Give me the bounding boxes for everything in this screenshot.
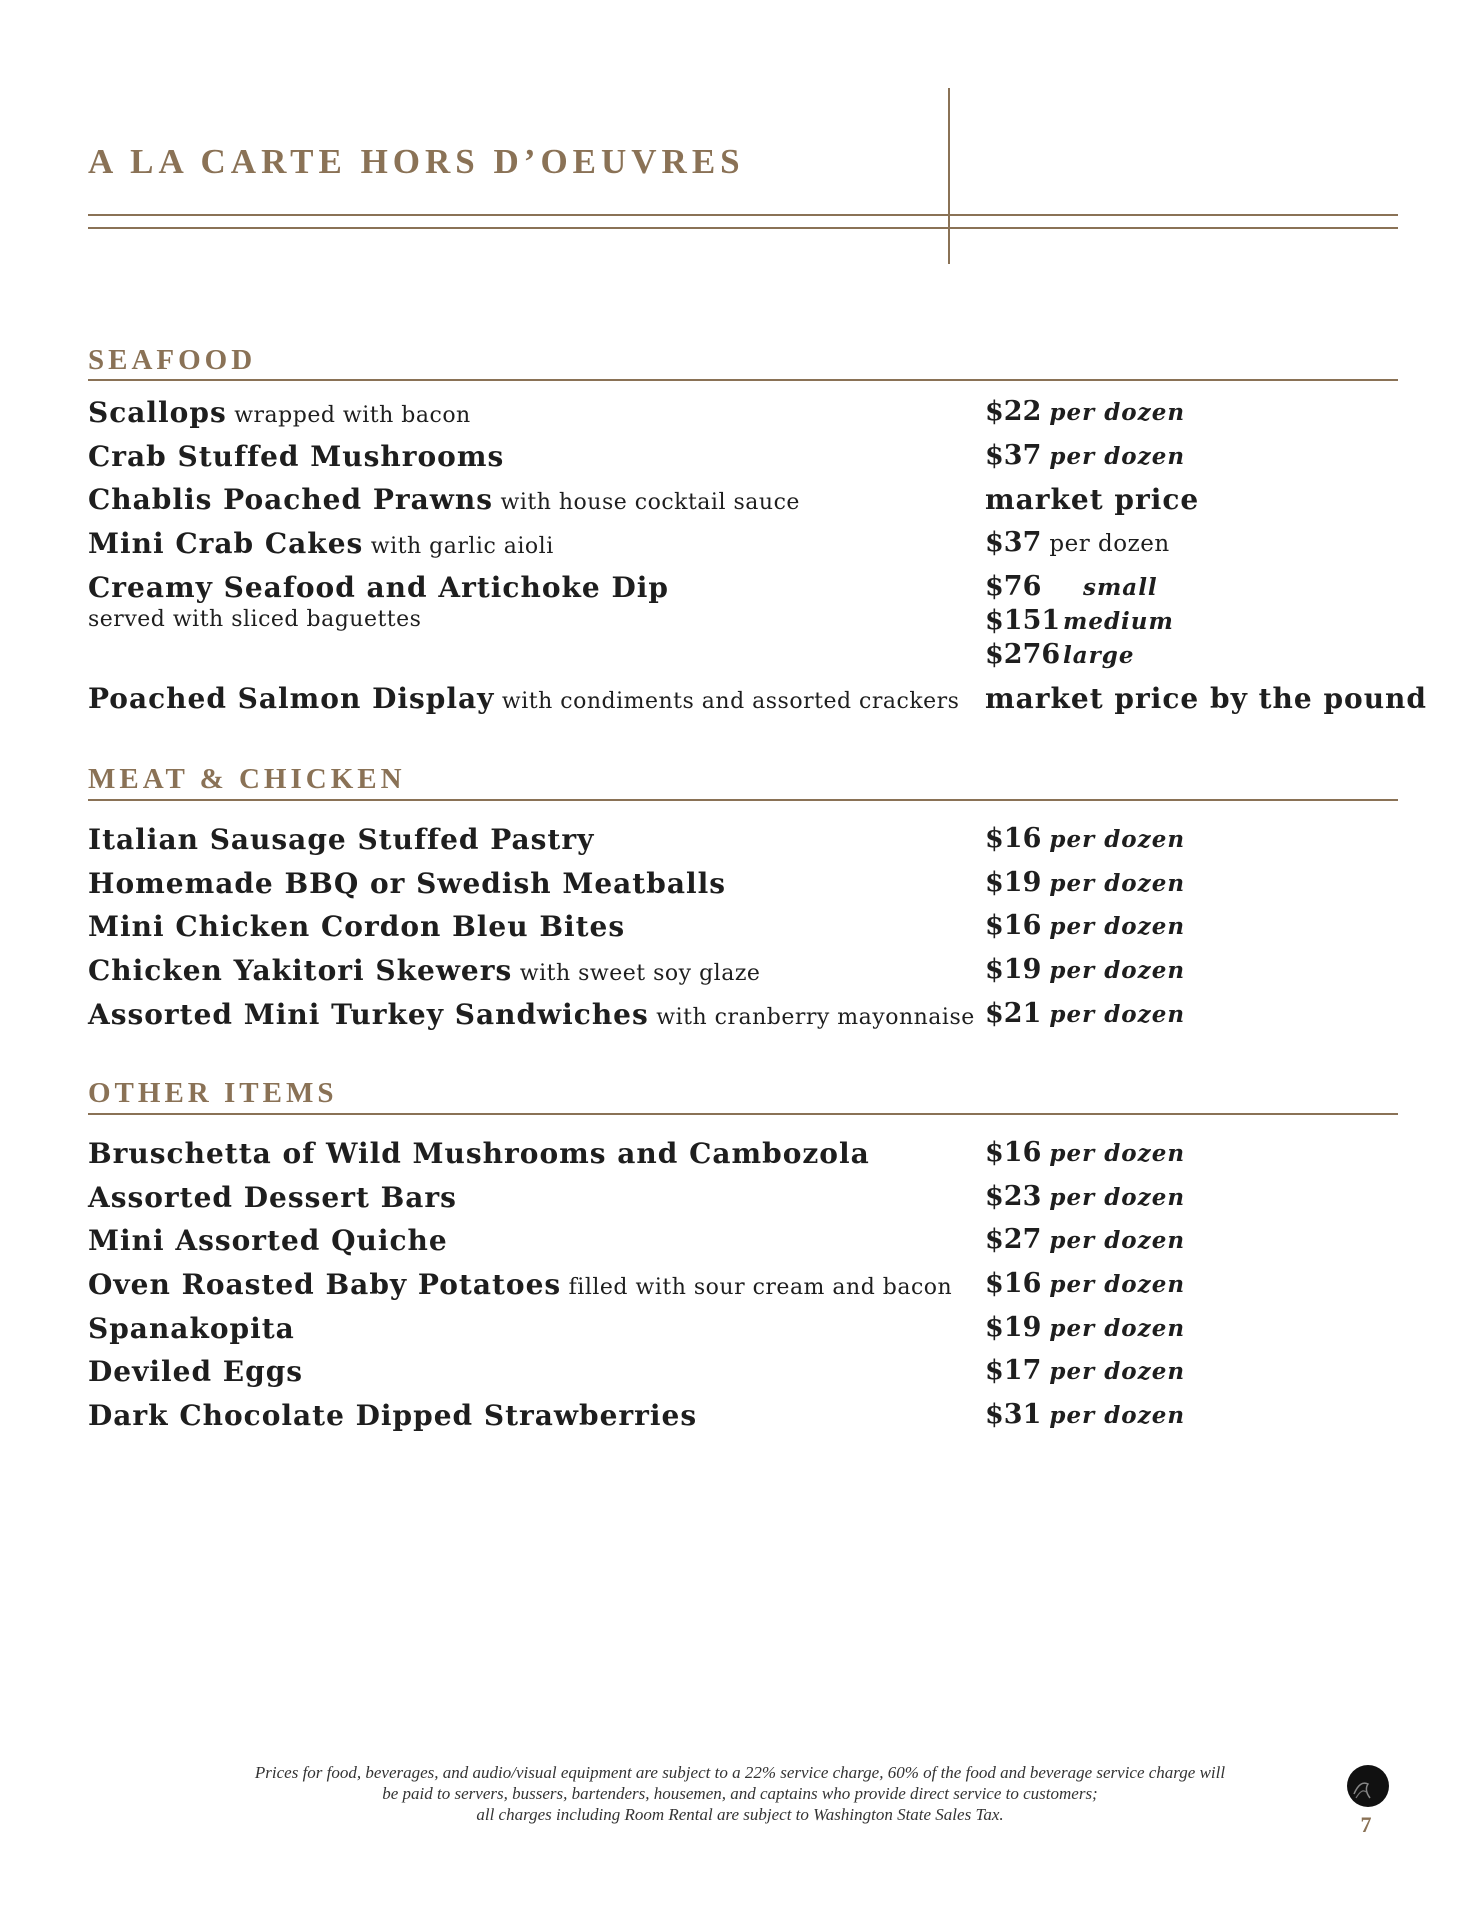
footer-line: Prices for food, beverages, and audio/visual equipment are subject to a 22% service charge, 60% of the food and beverage service charge will [254,1763,1226,1782]
item-unit: per dozen [1049,826,1186,853]
item-price: $19 [985,1312,1042,1343]
moon-circle-icon [1346,1764,1390,1808]
item-unit: per dozen [1049,443,1186,470]
section-rule-seafood [88,379,1398,381]
section-heading-meat-chicken: MEAT & CHICKEN [88,763,406,795]
item-unit: per dozen [1049,870,1186,897]
item-price: $17 [985,1355,1042,1386]
header-vertical-rule [948,88,950,264]
item-name: Dark Chocolate Dipped Strawberries [88,1399,698,1432]
item-name: Oven Roasted Baby Potatoes [88,1268,562,1301]
menu-item [88,1137,1398,1177]
item-name: Assorted Dessert Bars [88,1181,457,1214]
item-description: wrapped with bacon [226,403,471,428]
menu-item [88,527,1398,567]
item-description: with sweet soy glaze [512,961,761,986]
footer-line: all charges including Room Rental are subject to Washington State Sales Tax. [476,1805,1004,1824]
menu-item [88,823,1398,863]
item-price: $276 [985,639,1061,670]
item-name: Mini Chicken Cordon Bleu Bites [88,910,626,943]
item-price: $23 [985,1181,1042,1212]
item-name: Scallops [88,396,227,429]
item-unit: per dozen [1049,1402,1186,1429]
item-unit: large [1063,642,1135,669]
item-price: $19 [985,954,1042,985]
item-price: $21 [985,998,1042,1029]
item-price: $37 [985,527,1042,558]
item-description: served with sliced baguettes [88,607,422,632]
item-price: market price by the pound [985,682,1427,715]
item-price: $76 [985,571,1042,602]
price-size-small [985,571,1158,602]
item-name: Chablis Poached Prawns [88,483,493,516]
item-price: $16 [985,1268,1042,1299]
menu-item [88,998,1398,1038]
item-unit: per dozen [1049,913,1186,940]
item-unit: per dozen [1049,1227,1186,1254]
item-description: with garlic aioli [363,534,554,559]
page-title: A LA CARTE HORS D’OEUVRES [88,142,745,181]
item-unit: per dozen [1049,399,1186,426]
item-price: $19 [985,867,1042,898]
item-name: Bruschetta of Wild Mushrooms and Cambozola [88,1137,870,1170]
item-unit: per dozen [1049,531,1170,557]
item-name: Poached Salmon Display [88,682,495,715]
section-heading-other-items: OTHER ITEMS [88,1077,338,1109]
price-size-large [985,639,1134,670]
menu-item [88,440,1398,480]
item-price: $16 [985,910,1042,941]
price-size-medium [985,605,1174,636]
section-rule-meat-chicken [88,799,1398,801]
menu-item [88,396,1398,436]
item-name: Spanakopita [88,1312,295,1345]
item-price: $16 [985,823,1042,854]
menu-item [88,1312,1398,1352]
menu-item [88,1268,1398,1308]
footer-line: be paid to servers, bussers, bartenders, housemen, and captains who provide direct service to customers; [382,1784,1098,1803]
menu-item [88,867,1398,907]
menu-item [88,483,1398,523]
item-unit: per dozen [1049,957,1186,984]
item-price: market price [985,483,1200,516]
item-price: $37 [985,440,1042,471]
menu-item [88,910,1398,950]
item-name: Crab Stuffed Mushrooms [88,440,505,473]
section-rule-other-items [88,1113,1398,1115]
header-rule-bottom [88,227,1398,229]
header-rule-top [88,214,1398,216]
item-unit: small [1083,574,1158,601]
menu-item [88,1181,1398,1221]
item-name: Creamy Seafood and Artichoke Dip [88,571,669,604]
menu-item [88,1399,1398,1439]
item-name: Mini Crab Cakes [88,527,364,560]
item-unit: per dozen [1049,1271,1186,1298]
item-description: with condiments and assorted crackers [494,689,960,714]
item-name: Mini Assorted Quiche [88,1224,448,1257]
item-price: $16 [985,1137,1042,1168]
item-description: with cranberry mayonnaise [648,1005,975,1030]
item-name: Homemade BBQ or Swedish Meatballs [88,867,726,900]
item-name: Assorted Mini Turkey Sandwiches [88,998,649,1031]
item-name: Deviled Eggs [88,1355,304,1388]
item-description: filled with sour cream and bacon [561,1275,953,1300]
menu-item [88,1355,1398,1395]
item-description: with house cocktail sauce [493,490,800,515]
item-unit: per dozen [1049,1358,1186,1385]
item-price: $151 [985,605,1061,636]
item-price: $27 [985,1224,1042,1255]
page-number: 7 [1360,1812,1372,1837]
item-name: Chicken Yakitori Skewers [88,954,513,987]
item-unit: per dozen [1049,1184,1186,1211]
item-price: $31 [985,1399,1042,1430]
item-unit: per dozen [1049,1315,1186,1342]
item-name: Italian Sausage Stuffed Pastry [88,823,595,856]
menu-item [88,571,1398,681]
menu-item [88,954,1398,994]
menu-item [88,1224,1398,1264]
footer-disclaimer [150,1762,1330,1825]
section-heading-seafood: SEAFOOD [88,344,257,376]
item-price: $22 [985,396,1042,427]
item-unit: per dozen [1049,1001,1186,1028]
menu-item [88,682,1427,722]
item-unit: medium [1063,608,1174,635]
item-unit: per dozen [1049,1140,1186,1167]
